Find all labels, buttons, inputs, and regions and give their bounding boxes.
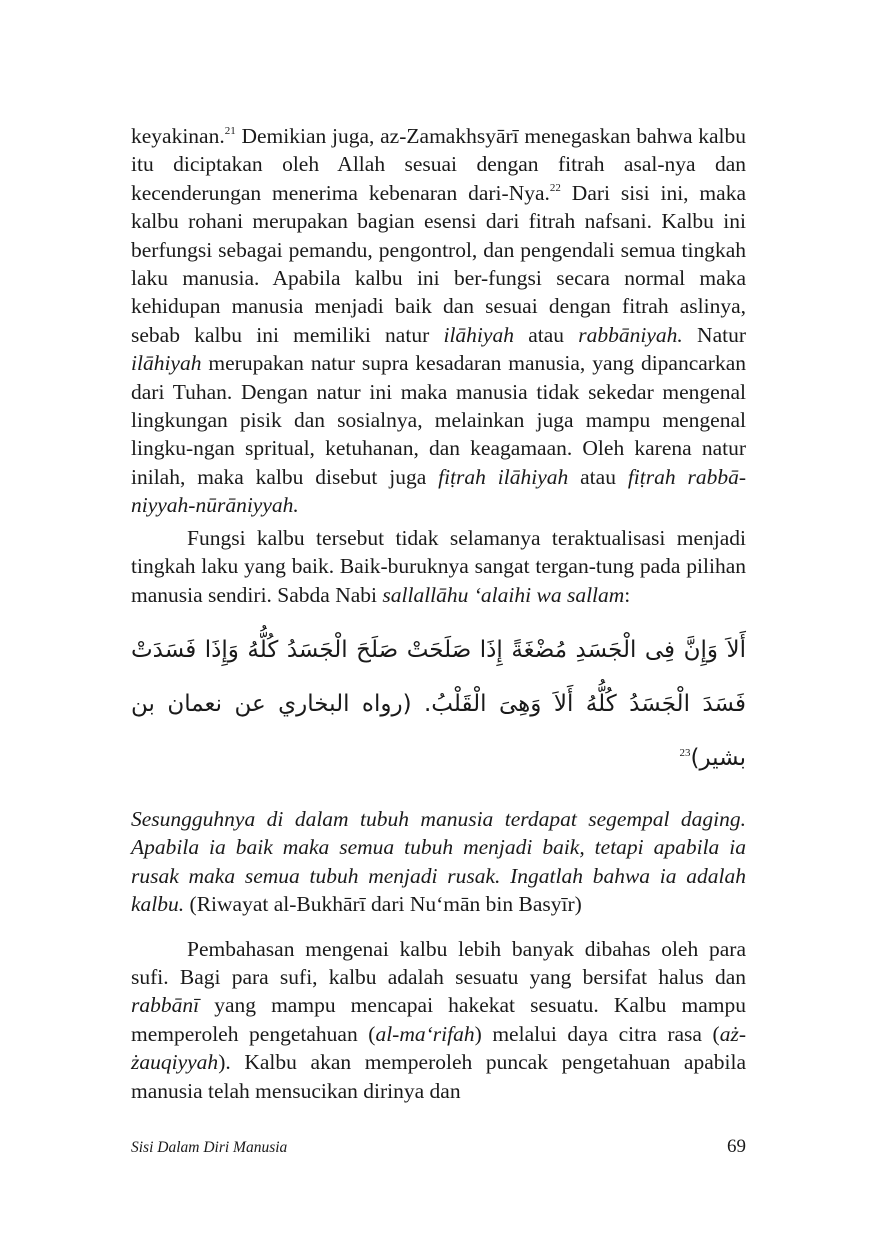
footnote-ref-23[interactable]: 23 <box>679 746 691 759</box>
paragraph-2 <box>131 524 746 609</box>
italic-term: al-ma‘rifah <box>375 1021 475 1046</box>
arabic-hadith <box>131 623 746 785</box>
paragraph-3 <box>131 935 746 1105</box>
text-run: : <box>624 582 631 607</box>
footnote-ref-21[interactable]: 21 <box>224 125 236 137</box>
text-run: atau <box>568 464 628 489</box>
text-run: ) melalui daya citra rasa ( <box>474 1021 720 1046</box>
page-footer <box>131 1136 746 1158</box>
italic-term: ilāhiyah <box>131 351 202 376</box>
italic-term: aż-żauqiyyah <box>131 1021 746 1075</box>
page-number: 69 <box>727 1136 746 1157</box>
text-run: atau <box>513 322 579 347</box>
text-run: ). Kalbu akan memperoleh puncak pengetahuan apabila manusia telah mensucikan dirinya dan <box>131 1050 746 1103</box>
hadith-translation <box>131 805 746 919</box>
text-run: Demikian juga, az-Zamakhsyārī menegaskan bahwa kalbu itu diciptakan oleh Allah sesuai dengan fitrah asal-nya dan kecenderungan menerima kebenaran dari-Nya. <box>131 124 746 205</box>
page-body <box>131 122 746 1105</box>
text-run: Natur <box>682 322 747 347</box>
text-run: Pembahasan mengenai kalbu lebih banyak dibahas oleh para sufi. Bagi para sufi, kalbu adalah sesuatu yang bersifat halus dan <box>131 936 746 989</box>
italic-term: sallallāhu ‘alaihi wa sallam <box>382 582 625 607</box>
hadith-source: (Riwayat al-Bukhārī dari Nu‘mān bin Basyīr) <box>184 892 582 917</box>
italic-term: rabbāniyah. <box>578 322 683 347</box>
paragraph-1 <box>131 122 746 520</box>
arabic-line-2-text: فَسَدَ الْجَسَدُ كُلُّهُ أَلاَ وَهِىَ الْقَلْبُ. (رواه البخاري عن نعمان بن بشير) <box>131 690 746 771</box>
arabic-line-2 <box>131 677 746 785</box>
arabic-line-1: أَلاَ وَإِنَّ فِى الْجَسَدِ مُضْغَةً إِذَا صَلَحَتْ صَلَحَ الْجَسَدُ كُلُّهُ وَإِذَا فَسَدَتْ <box>131 636 746 663</box>
italic-term: rabbānī <box>131 993 200 1018</box>
text-run: Dari sisi ini, maka kalbu rohani merupakan bagian esensi dari fitrah nafsani. Kalbu ini berfungsi sebagai pemandu, pengontrol, dan pengendali semua tingkah laku manusia. Apabila kalbu ini ber-fungsi secara normal maka kehidupan manusia menjadi baik dan sesuai dengan fitrah aslinya, sebab kalbu ini memiliki natur <box>131 180 746 347</box>
italic-term: ilāhiyah <box>443 322 514 347</box>
italic-term: fiṭrah ilāhiyah <box>438 464 569 489</box>
text-run: keyakinan. <box>131 124 225 148</box>
translation-text: Sesungguhnya di dalam tubuh manusia terdapat segempal daging. Apabila ia baik maka semua tubuh menjadi baik, tetapi apabila ia rusak maka semua tubuh menjadi rusak. Ingatlah bahwa ia adalah kalbu. <box>131 806 746 917</box>
running-title: Sisi Dalam Diri Manusia <box>131 1139 288 1156</box>
text-run: yang mampu mencapai hakekat sesuatu. Kalbu mampu memperoleh pengetahuan ( <box>131 993 746 1046</box>
italic-term: fiṭrah rabbā-niyyah-nūrāniyyah. <box>131 464 746 518</box>
text-run: merupakan natur supra kesadaran manusia, yang dipancarkan dari Tuhan. Dengan natur ini maka manusia tidak sekedar mengenal lingkungan pisik dan sosialnya, melainkan juga mampu mengenal lingku-ngan spritual, ketuhanan, dan keagamaan. Oleh karena natur inilah, maka kalbu disebut juga <box>131 351 746 489</box>
text-run: Fungsi kalbu tersebut tidak selamanya teraktualisasi menjadi tingkah laku yang baik. Baik-buruknya sangat tergan-tung pada pilihan manusia sendiri. Sabda Nabi <box>131 525 746 607</box>
footnote-ref-22[interactable]: 22 <box>549 181 561 194</box>
